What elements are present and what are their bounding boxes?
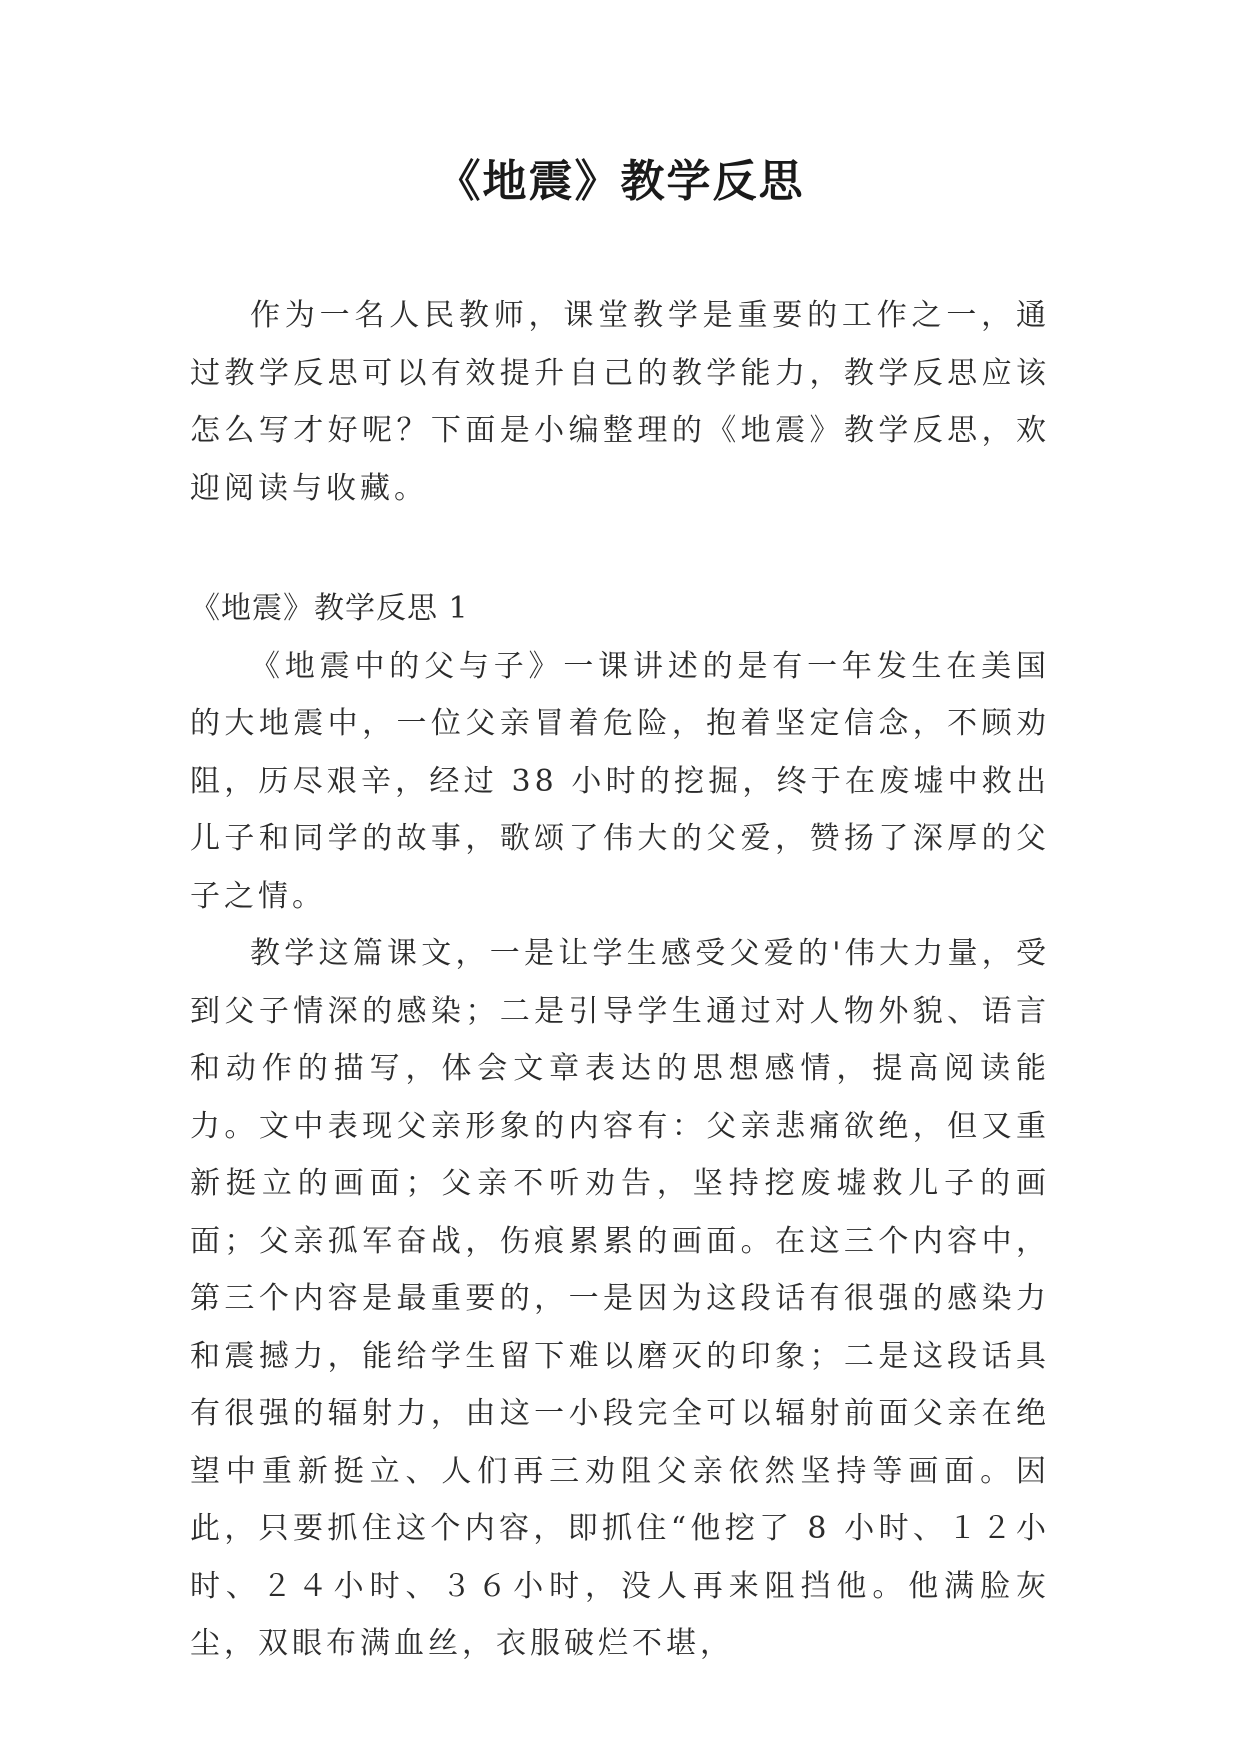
intro-paragraph: 作为一名人民教师，课堂教学是重要的工作之一，通过教学反思可以有效提升自己的教学能力，教学反思应该怎么写才好呢？下面是小编整理的《地震》教学反思，欢迎阅读与收藏。 — [190, 298, 1050, 506]
section-heading: 《地震》教学反思 1 — [190, 591, 469, 626]
document-title: 《地震》教学反思 — [436, 156, 805, 207]
intro-block — [190, 287, 1050, 517]
reflection-section-1 — [190, 580, 1050, 1673]
body-paragraph-2: 教学这篇课文，一是让学生感受父爱的'伟大力量，受到父子情深的感染；二是引导学生通过对人物外貌、语言和动作的描写，体会文章表达的思想感情，提高阅读能力。文中表现父亲形象的内容有：父亲悲痛欲绝，但又重新挺立的画面；父亲不听劝告，坚持挖废墟救儿子的画面；父亲孤军奋战，伤痕累累的画面。在这三个内容中，第三个内容是最重要的，一是因为这段话有很强的感染力和震撼力，能给学生留下难以磨灭的印象；二是这段话具有很强的辐射力，由这一小段完全可以辐射前面父亲在绝望中重新挺立、人们再三劝阻父亲依然坚持等画面。因此，只要抓住这个内容，即抓住“他挖了 8 小时、１２小时、２４小时、３６小时，没人再来阻挡他。他满脸灰尘，双眼布满血丝，衣服破烂不堪， — [190, 936, 1050, 1661]
body-paragraph-1: 《地震中的父与子》一课讲述的是有一年发生在美国的大地震中，一位父亲冒着危险，抱着坚定信念，不顾劝阻，历尽艰辛，经过 38 小时的挖掘，终于在废墟中救出儿子和同学的故事，歌颂了伟大的父爱，赞扬了深厚的父子之情。 — [190, 648, 1050, 914]
